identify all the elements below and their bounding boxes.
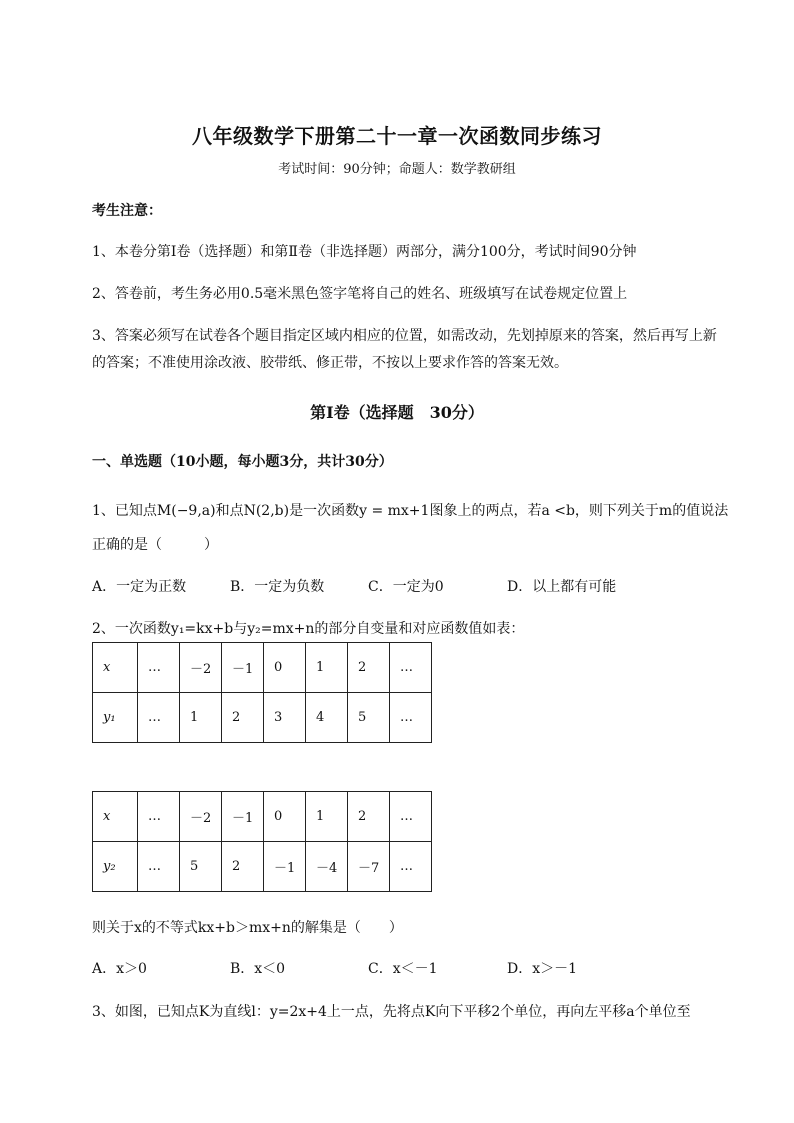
table-cell: 1 [306, 643, 348, 693]
q1-options [92, 576, 616, 596]
table-row [93, 792, 432, 842]
table-cell: … [390, 842, 432, 892]
table-cell: x [93, 792, 138, 842]
notice-item-3: 3、答案必须写在试卷各个题目指定区域内相应的位置，如需改动，先划掉原来的答案，然后再写上新 [92, 328, 717, 344]
table-cell: －2 [180, 643, 222, 693]
table-cell: 0 [264, 792, 306, 842]
part-heading: 一、单选题（10小题，每小题3分，共计30分） [92, 454, 393, 470]
table-cell: y₂ [93, 842, 138, 892]
q2-table-y1 [92, 642, 432, 743]
table-cell: 2 [222, 693, 264, 743]
table-row [93, 693, 432, 743]
q2-question: 则关于x的不等式kx+b＞mx+n的解集是（ ） [92, 920, 403, 936]
q1-option-a: A．一定为正数 [92, 579, 187, 595]
table-cell: … [390, 643, 432, 693]
table-cell: 5 [348, 693, 390, 743]
table-cell: … [138, 842, 180, 892]
table-cell: －4 [306, 842, 348, 892]
table-cell: 3 [264, 693, 306, 743]
table-cell: … [138, 643, 180, 693]
notice-heading: 考生注意： [92, 203, 162, 219]
table-cell: … [390, 792, 432, 842]
section-title: 第I卷（选择题 30分） [310, 403, 484, 422]
q2-stem: 2、一次函数y₁=kx+b与y₂=mx+n的部分自变量和对应函数值如表： [92, 621, 525, 637]
table-cell: 2 [222, 842, 264, 892]
table-cell: 2 [348, 792, 390, 842]
q2-option-b: B．x＜0 [230, 961, 286, 977]
table-cell: 4 [306, 693, 348, 743]
table-cell: 0 [264, 643, 306, 693]
table-cell: 2 [348, 643, 390, 693]
notice-item-1: 1、本卷分第I卷（选择题）和第Ⅱ卷（非选择题）两部分，满分100分，考试时间90分钟 [92, 244, 637, 260]
table-row [93, 842, 432, 892]
page-subtitle: 考试时间：90分钟；命题人：数学教研组 [278, 162, 516, 177]
q2-option-c: C．x＜－1 [368, 961, 438, 977]
table-cell: －1 [264, 842, 306, 892]
table-cell: －2 [180, 792, 222, 842]
q2-option-a: A．x＞0 [92, 961, 147, 977]
table-cell: 1 [180, 693, 222, 743]
q1-option-c: C．一定为0 [368, 579, 444, 595]
table-cell: x [93, 643, 138, 693]
page-title: 八年级数学下册第二十一章一次函数同步练习 [192, 124, 602, 148]
table-cell: … [138, 792, 180, 842]
table-cell: －1 [222, 643, 264, 693]
q1-option-b: B．一定为负数 [230, 579, 325, 595]
table-cell: 1 [306, 792, 348, 842]
table-row [93, 643, 432, 693]
notice-item-2: 2、答卷前，考生务必用0.5毫米黑色签字笔将自己的姓名、班级填写在试卷规定位置上 [92, 286, 628, 302]
q1-option-d: D．以上都有可能 [507, 579, 617, 595]
table-cell: －7 [348, 842, 390, 892]
table-cell: y₁ [93, 693, 138, 743]
q2-table-y2 [92, 791, 432, 892]
q2-option-d: D．x＞－1 [507, 961, 578, 977]
q2-options [92, 958, 577, 978]
table-cell: 5 [180, 842, 222, 892]
q1-stem-cont: 正确的是（ ） [92, 537, 218, 553]
notice-item-3-cont: 的答案；不准使用涂改液、胶带纸、修正带，不按以上要求作答的答案无效。 [92, 355, 568, 371]
q3-stem: 3、如图，已知点K为直线l：y=2x+4上一点，先将点K向下平移2个单位，再向左平移a个单位至 [92, 1004, 691, 1020]
table-cell: －1 [222, 792, 264, 842]
table-cell: … [390, 693, 432, 743]
q1-stem: 1、已知点M(−9,a)和点N(2,b)是一次函数y = mx+1图象上的两点，若a <b，则下列关于m的值说法 [92, 503, 729, 519]
table-cell: … [138, 693, 180, 743]
